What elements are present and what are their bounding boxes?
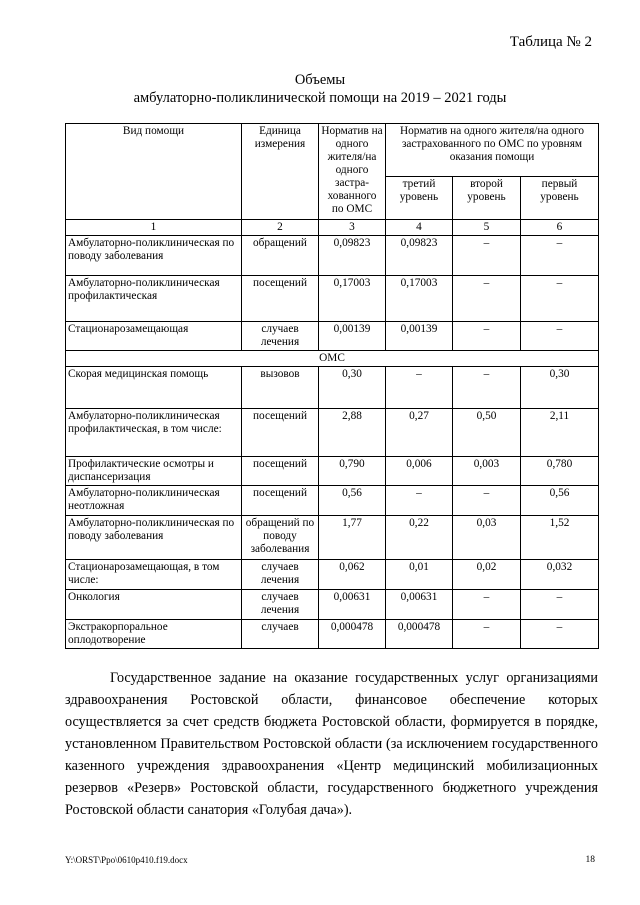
header-norm-by-level: Норматив на одного жителя/на одного застрахованного по ОМС по уровням оказания помощи [386,124,599,177]
row-level3-cell: – [386,367,453,409]
row-level1-cell: – [521,276,599,322]
table-row [66,367,599,409]
row-level1-cell: – [521,236,599,276]
body-paragraph [65,667,598,821]
row-unit-cell: вызовов [242,367,319,409]
row-level3-cell: 0,22 [386,516,453,560]
row-unit-cell: обращений [242,236,319,276]
table-body-top [66,236,599,351]
table-row [66,409,599,457]
row-norm-cell: 0,00631 [319,590,386,620]
row-unit-cell: посещений [242,457,319,486]
row-level2-cell: – [453,367,521,409]
row-type-cell: Амбулаторно-поликлиническая по поводу заболевания [66,236,242,276]
row-norm-cell: 1,77 [319,516,386,560]
row-type-cell: Амбулаторно-поликлиническая по поводу заболевания [66,516,242,560]
row-level3-cell: 0,00139 [386,322,453,351]
table-row [66,590,599,620]
row-norm-cell: 0,00139 [319,322,386,351]
row-level1-cell: 0,780 [521,457,599,486]
column-number-row [66,220,599,236]
row-norm-cell: 0,30 [319,367,386,409]
row-unit-cell: случаев лечения [242,590,319,620]
table-title-line1: Объемы [294,72,346,88]
header-level1: первый уровень [521,177,599,220]
table-row [66,560,599,590]
col-number: 2 [242,220,319,236]
col-number: 4 [386,220,453,236]
header-unit: Единица измерения [242,124,319,220]
row-type-cell: Амбулаторно-поликлиническая профилактическая, в том числе: [66,409,242,457]
table-row [66,620,599,649]
row-unit-cell: случаев лечения [242,322,319,351]
row-unit-cell: посещений [242,486,319,516]
row-unit-cell: случаев [242,620,319,649]
row-type-cell: Онкология [66,590,242,620]
col-number: 5 [453,220,521,236]
row-level1-cell: – [521,322,599,351]
row-type-cell: Амбулаторно-поликлиническая неотложная [66,486,242,516]
row-type-cell: Стационарозамещающая, в том числе: [66,560,242,590]
row-level2-cell: – [453,236,521,276]
table-body-oms [66,367,599,649]
table-row [66,486,599,516]
row-level1-cell: – [521,590,599,620]
row-norm-cell: 0,790 [319,457,386,486]
row-level3-cell: 0,00631 [386,590,453,620]
row-norm-cell: 0,000478 [319,620,386,649]
row-level1-cell: 2,11 [521,409,599,457]
row-level3-cell: 0,17003 [386,276,453,322]
row-unit-cell: обращений по поводу заболевания [242,516,319,560]
row-level3-cell: 0,27 [386,409,453,457]
header-level3: третий уровень [386,177,453,220]
row-norm-cell: 0,56 [319,486,386,516]
row-unit-cell: случаев лечения [242,560,319,590]
row-level2-cell: – [453,322,521,351]
col-number: 3 [319,220,386,236]
footer-file-path: Y:\ORST\Ppo\0610p410.f19.docx [65,855,188,865]
row-level1-cell: 0,30 [521,367,599,409]
header-level2: второй уровень [453,177,521,220]
table-row [66,322,599,351]
row-unit-cell: посещений [242,276,319,322]
table-row [66,236,599,276]
section-oms [66,351,599,367]
row-level3-cell: 0,09823 [386,236,453,276]
row-level1-cell: – [521,620,599,649]
row-level2-cell: – [453,590,521,620]
row-norm-cell: 0,09823 [319,236,386,276]
table-row [66,457,599,486]
row-level1-cell: 1,52 [521,516,599,560]
table-header-row [66,124,599,177]
header-norm: Норматив на одного жителя/на одного застра-хованного по ОМС [319,124,386,220]
row-type-cell: Профилактические осмотры и диспансеризация [66,457,242,486]
row-level3-cell: – [386,486,453,516]
row-type-cell: Амбулаторно-поликлиническая профилактическая [66,276,242,322]
row-type-cell: Стационарозамещающая [66,322,242,351]
row-level2-cell: 0,02 [453,560,521,590]
row-norm-cell: 0,062 [319,560,386,590]
row-level3-cell: 0,000478 [386,620,453,649]
row-level3-cell: 0,006 [386,457,453,486]
footer-page-number: 18 [585,855,595,865]
row-level2-cell: 0,50 [453,409,521,457]
row-level2-cell: – [453,276,521,322]
row-norm-cell: 0,17003 [319,276,386,322]
volumes-table [65,123,599,649]
table-title-line2: амбулаторно-поликлинической помощи на 2019 – 2021 годы [133,90,507,106]
row-level2-cell: 0,003 [453,457,521,486]
row-norm-cell: 2,88 [319,409,386,457]
section-oms-label: ОМС [66,351,599,367]
table-row [66,276,599,322]
row-level1-cell: 0,56 [521,486,599,516]
body-paragraph-text: Государственное задание на оказание государственных услуг организациями здравоохранения Ростовской области, финансовое обеспечение которых осуществляется за счет средств бюджета Ростовской области, формируется в порядке, установленном Правительством Ростовской области (за исключением государственного казенного учреждения здравоохранения «Центр медицинский мобилизационных резервов «Резерв» Ростовской области, государственного бюджетного учреждения Ростовской области санатория «Голубая дача»). [65,670,598,818]
row-level2-cell: – [453,620,521,649]
row-unit-cell: посещений [242,409,319,457]
header-type: Вид помощи [66,124,242,220]
row-level1-cell: 0,032 [521,560,599,590]
table-row [66,516,599,560]
table-number-label: Таблица № 2 [509,34,592,50]
col-number: 6 [521,220,599,236]
section-row [66,351,599,367]
row-level2-cell: – [453,486,521,516]
row-type-cell: Экстракорпоральное оплодотворение [66,620,242,649]
row-level2-cell: 0,03 [453,516,521,560]
row-level3-cell: 0,01 [386,560,453,590]
row-type-cell: Скорая медицинская помощь [66,367,242,409]
col-number: 1 [66,220,242,236]
